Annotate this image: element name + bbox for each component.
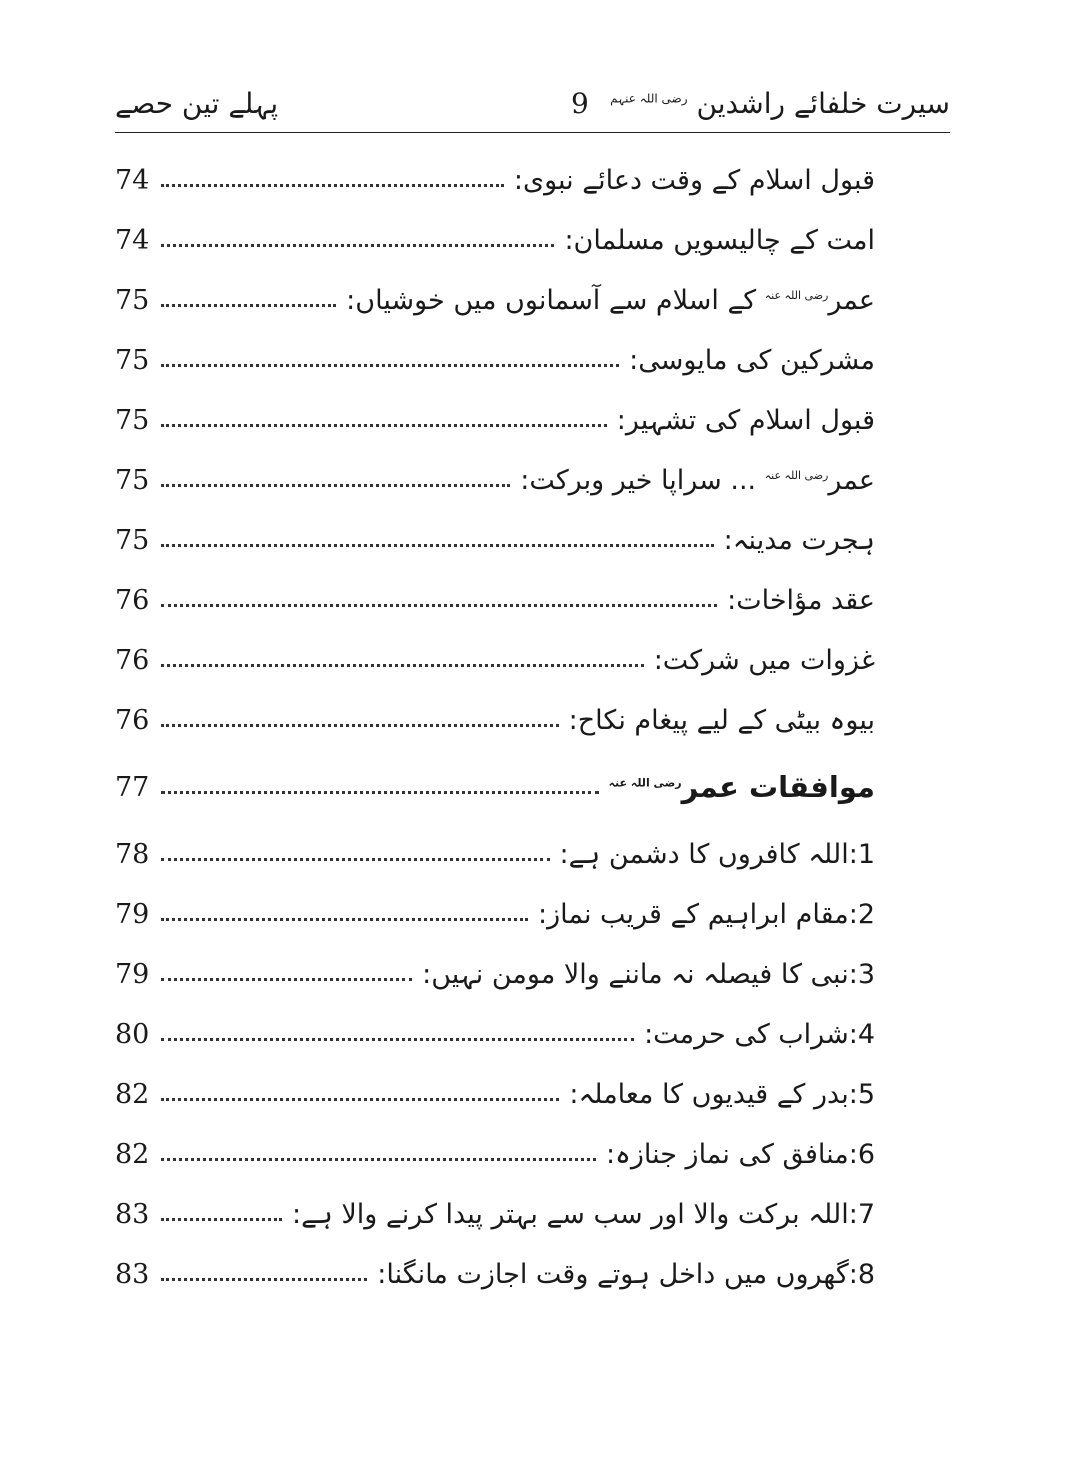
toc-dot-leader bbox=[161, 858, 550, 861]
toc-entry bbox=[115, 690, 875, 750]
toc-dot-leader bbox=[161, 918, 528, 921]
toc-entry bbox=[115, 150, 875, 210]
toc-title-honorific: رضی اللہ عنہ bbox=[764, 288, 829, 302]
toc-title-text: 5:بدر کے قیدیوں کا معاملہ: bbox=[569, 1078, 875, 1110]
toc-page-number: 76 bbox=[115, 584, 150, 616]
toc-title-text: ہجرت مدینہ: bbox=[723, 524, 875, 556]
toc-page-number: 83 bbox=[115, 1198, 150, 1230]
toc-entry bbox=[115, 1244, 875, 1304]
toc-title bbox=[422, 959, 875, 990]
toc-dot-leader bbox=[161, 184, 504, 187]
toc-page-number: 79 bbox=[115, 958, 150, 990]
toc-title bbox=[606, 1139, 875, 1170]
toc-title-text: موافقات عمر bbox=[681, 770, 875, 804]
toc-title bbox=[609, 770, 875, 804]
toc-entry bbox=[115, 630, 875, 690]
toc-title bbox=[569, 1079, 875, 1110]
toc-title-text: عقد مؤاخات: bbox=[727, 584, 875, 616]
toc-title bbox=[724, 525, 875, 556]
toc-page-number: 74 bbox=[115, 164, 150, 196]
page-number: 9 bbox=[571, 87, 589, 120]
toc-title-text: عمر bbox=[828, 284, 875, 316]
toc-dot-leader bbox=[161, 664, 644, 667]
toc-page-number: 76 bbox=[115, 704, 150, 736]
toc-page-number: 83 bbox=[115, 1258, 150, 1290]
book-title-honorific: رضی اللہ عنہم bbox=[610, 91, 688, 106]
toc-entry bbox=[115, 1124, 875, 1184]
toc-page-number: 77 bbox=[115, 771, 150, 803]
toc-dot-leader bbox=[161, 484, 510, 487]
toc-dot-leader bbox=[161, 978, 412, 981]
toc-title-text: امت کے چالیسویں مسلمان: bbox=[564, 224, 875, 256]
toc-title-text: قبول اسلام کی تشہیر: bbox=[616, 404, 875, 436]
toc-title bbox=[560, 839, 875, 870]
toc-entry bbox=[115, 330, 875, 390]
toc-title-text: 3:نبی کا فیصلہ نہ ماننے والا مومن نہیں: bbox=[422, 958, 875, 990]
table-of-contents bbox=[115, 150, 875, 1304]
toc-page-number: 80 bbox=[115, 1018, 150, 1050]
toc-title-text: غزوات میں شرکت: bbox=[653, 644, 875, 676]
toc-title-text: 2:مقام ابراہیم کے قریب نماز: bbox=[537, 898, 875, 930]
toc-page-number: 74 bbox=[115, 224, 150, 256]
toc-page-number: 75 bbox=[115, 404, 150, 436]
toc-title-continuation: کے اسلام سے آسمانوں میں خوشیاں: bbox=[346, 284, 757, 316]
toc-title bbox=[644, 1019, 875, 1050]
toc-entry bbox=[115, 270, 875, 330]
toc-title-text: بیوہ بیٹی کے لیے پیغام نکاح: bbox=[568, 704, 875, 736]
toc-title-text: 8:گھروں میں داخل ہوتے وقت اجازت مانگنا: bbox=[377, 1258, 875, 1290]
toc-dot-leader bbox=[161, 1218, 282, 1221]
toc-title-text: مشرکین کی مایوسی: bbox=[629, 344, 875, 376]
toc-entry bbox=[115, 824, 875, 884]
toc-entry bbox=[115, 1004, 875, 1064]
toc-page-number: 75 bbox=[115, 284, 150, 316]
toc-title bbox=[654, 645, 875, 676]
toc-entry bbox=[115, 390, 875, 450]
toc-entry bbox=[115, 944, 875, 1004]
toc-title bbox=[629, 345, 875, 376]
toc-page-number: 78 bbox=[115, 838, 150, 870]
toc-title bbox=[377, 1259, 875, 1290]
toc-title-text: 1:اللہ کافروں کا دشمن ہے: bbox=[559, 838, 875, 870]
page-header bbox=[115, 85, 950, 133]
toc-dot-leader bbox=[161, 304, 336, 307]
header-divider bbox=[115, 132, 950, 133]
toc-entry bbox=[115, 1184, 875, 1244]
toc-dot-leader bbox=[161, 1098, 559, 1101]
toc-dot-leader bbox=[161, 604, 717, 607]
toc-dot-leader bbox=[161, 544, 714, 547]
toc-title bbox=[292, 1199, 875, 1230]
toc-title bbox=[569, 705, 875, 736]
toc-title-continuation: ... سراپا خیر وبرکت: bbox=[520, 464, 757, 496]
toc-title-text: 7:اللہ برکت والا اور سب سے بہتر پیدا کرنے والا ہے: bbox=[292, 1198, 875, 1230]
toc-title-text: 4:شراب کی حرمت: bbox=[644, 1018, 875, 1050]
toc-title bbox=[538, 899, 875, 930]
toc-title-honorific: رضی اللہ عنہ bbox=[764, 468, 829, 482]
toc-entry bbox=[115, 570, 875, 630]
toc-title-text: عمر bbox=[828, 464, 875, 496]
toc-page-number: 82 bbox=[115, 1138, 150, 1170]
toc-entry bbox=[115, 450, 875, 510]
toc-dot-leader bbox=[161, 1158, 596, 1161]
toc-page-number: 79 bbox=[115, 898, 150, 930]
toc-title-text: قبول اسلام کے وقت دعائے نبوی: bbox=[513, 164, 875, 196]
toc-page-number: 75 bbox=[115, 464, 150, 496]
toc-entry bbox=[115, 210, 875, 270]
toc-entry bbox=[115, 750, 875, 824]
toc-dot-leader bbox=[161, 724, 559, 727]
book-title bbox=[610, 87, 950, 120]
book-title-text: سیرت خلفائے راشدین bbox=[696, 87, 950, 120]
toc-entry bbox=[115, 884, 875, 944]
toc-dot-leader bbox=[161, 364, 619, 367]
toc-page-number: 82 bbox=[115, 1078, 150, 1110]
section-label: پہلے تین حصے bbox=[115, 87, 279, 120]
toc-title bbox=[514, 165, 875, 196]
toc-title bbox=[520, 465, 875, 496]
toc-title bbox=[727, 585, 875, 616]
toc-dot-leader bbox=[161, 244, 554, 247]
toc-entry bbox=[115, 1064, 875, 1124]
toc-page-number: 75 bbox=[115, 344, 150, 376]
toc-title-text: 6:منافق کی نماز جنازہ: bbox=[605, 1138, 875, 1170]
toc-dot-leader bbox=[161, 424, 607, 427]
toc-entry bbox=[115, 510, 875, 570]
toc-title bbox=[346, 285, 875, 316]
toc-dot-leader bbox=[161, 1278, 367, 1281]
toc-page-number: 75 bbox=[115, 524, 150, 556]
toc-title-honorific: رضی اللہ عنہ bbox=[608, 776, 682, 790]
toc-dot-leader bbox=[161, 791, 599, 794]
toc-dot-leader bbox=[161, 1038, 634, 1041]
toc-title bbox=[617, 405, 875, 436]
toc-page-number: 76 bbox=[115, 644, 150, 676]
toc-title bbox=[564, 225, 875, 256]
